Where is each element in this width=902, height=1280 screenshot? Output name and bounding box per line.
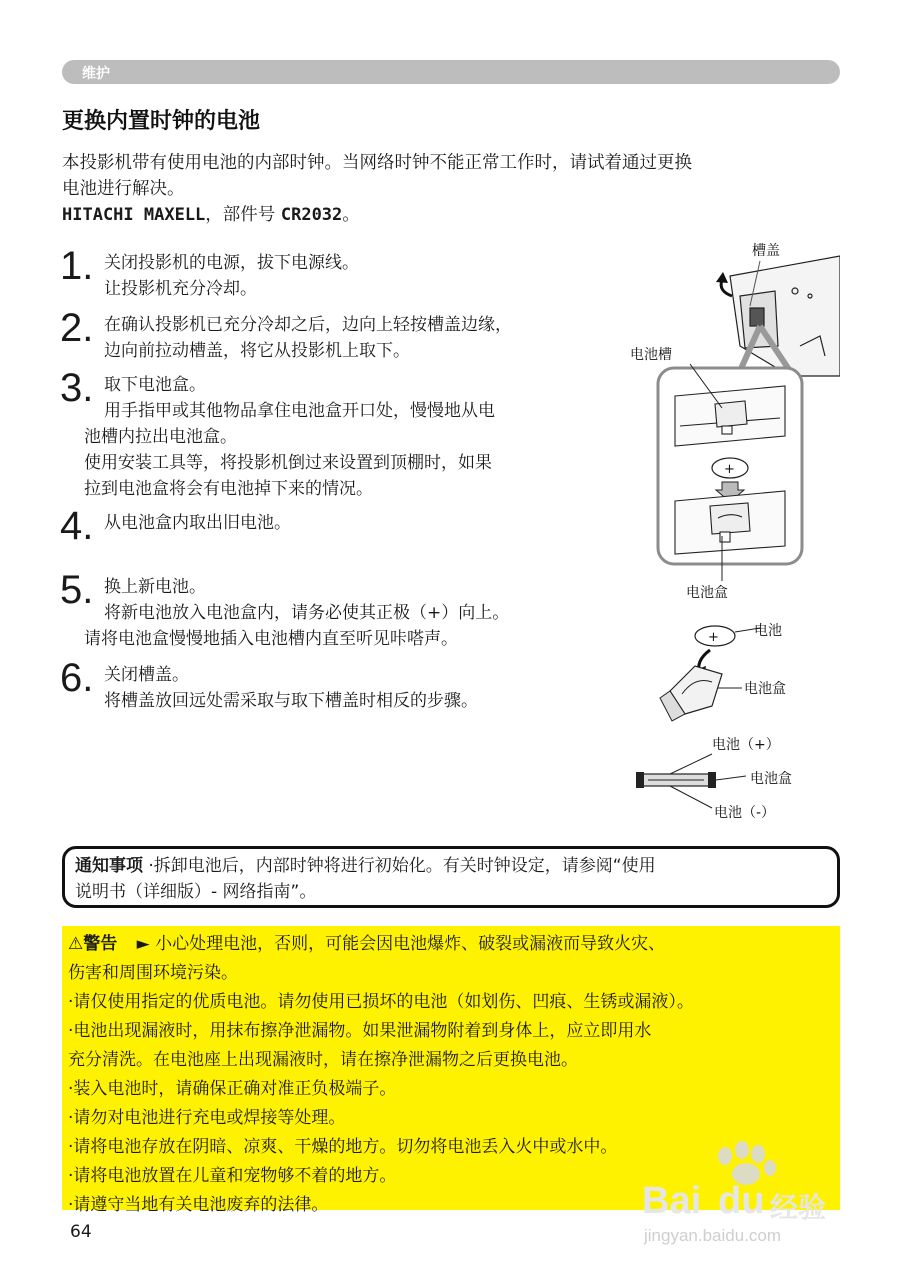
section-header-bar xyxy=(62,60,840,84)
label-battery-slot: 电池槽 xyxy=(630,347,672,363)
callout-line xyxy=(670,786,712,808)
step-line: 换上新电池。 xyxy=(104,577,206,597)
callout-line xyxy=(716,776,746,780)
figure-illustration xyxy=(600,236,840,816)
step-text xyxy=(104,662,624,714)
battery-holder-drawing xyxy=(675,491,785,554)
step-text xyxy=(104,312,624,364)
watermark-brand-2: du xyxy=(718,1180,765,1222)
warning-item: ·请勿对电池进行充电或焊接等处理。 xyxy=(68,1108,346,1128)
page-title: 更换内置时钟的电池 xyxy=(62,109,261,134)
step-line: 将新电池放入电池盒内，请务必使其正极（+）向上。 xyxy=(104,603,510,623)
plus-symbol: + xyxy=(708,630,719,645)
step-text xyxy=(104,510,624,536)
step-line: 请将电池盒慢慢地插入电池槽内直至听见咔嗒声。 xyxy=(84,629,458,649)
plus-symbol: + xyxy=(724,462,735,477)
warning-item: ·装入电池时，请确保正确对准正负极端子。 xyxy=(68,1079,397,1099)
notice-text: ·拆卸电池后，内部时钟将进行初始化。有关时钟设定，请参阅“使用 xyxy=(148,856,656,876)
page-number: 64 xyxy=(70,1222,92,1242)
step-line: 使用安装工具等，将投影机倒过来设置到顶棚时，如果 xyxy=(84,453,492,473)
notice-line-1 xyxy=(75,853,827,879)
step-line: 拉到电池盒将会有电池掉下来的情况。 xyxy=(84,479,373,499)
section-label: 维护 xyxy=(82,66,110,82)
step-line: 池槽内拉出电池盒。 xyxy=(84,427,237,447)
step-line: 在确认投影机已充分冷却之后，边向上轻按槽盖边缘， xyxy=(104,315,512,335)
step-line: 从电池盒内取出旧电池。 xyxy=(104,513,291,533)
intro-end: 。 xyxy=(342,205,360,225)
intro-line-1: 本投影机带有使用电池的内部时钟。当网络时钟不能正常工作时，请试着通过更换 xyxy=(62,153,692,173)
step-line: 关闭投影机的电源，拔下电源线。 xyxy=(104,253,359,273)
warning-lead-2: 伤害和周围环境污染。 xyxy=(68,963,238,983)
warning-title: ⚠警告 xyxy=(68,934,118,954)
step-line: 将槽盖放回远处需采取与取下槽盖时相反的步骤。 xyxy=(104,691,478,711)
battery-replacement-figure xyxy=(600,236,840,821)
warning-lead xyxy=(68,930,834,959)
warning-item: ·请仅使用指定的优质电池。请勿使用已损坏的电池（如划伤、凹痕、生锈或漏液）。 xyxy=(68,992,694,1012)
label-slot-cover: 槽盖 xyxy=(752,243,780,259)
step-number: 2. xyxy=(60,306,94,350)
warning-item: ·请遵守当地有关电池废弃的法律。 xyxy=(68,1195,329,1215)
label-battery-minus: 电池（-） xyxy=(714,805,776,821)
part-number: CR2032 xyxy=(280,205,343,225)
warning-item: 充分清洗。在电池座上出现漏液时，请在擦净泄漏物之后更换电池。 xyxy=(68,1050,578,1070)
label-battery-plus: 电池（+） xyxy=(712,737,780,753)
brand-name: HITACHI MAXELL xyxy=(62,205,206,225)
notice-box xyxy=(62,846,840,908)
step-text xyxy=(104,250,624,302)
notice-line-2: 说明书（详细版）- 网络指南”。 xyxy=(75,882,317,902)
part-label: ，部件号 xyxy=(205,205,281,225)
step-number: 3. xyxy=(60,366,94,410)
step-line: 用手指甲或其他物品拿住电池盒开口处，慢慢地从电 xyxy=(104,401,495,421)
label-battery-holder: 电池盒 xyxy=(686,585,728,601)
intro-line-3 xyxy=(62,202,842,228)
notice-title: 通知事项 xyxy=(75,856,143,876)
step-text xyxy=(84,372,624,502)
step-text xyxy=(84,574,624,652)
intro-line-2: 电池进行解决。 xyxy=(62,179,185,199)
step-number: 4. xyxy=(60,504,94,548)
label-battery: 电池 xyxy=(754,623,782,639)
watermark-url: jingyan.baidu.com xyxy=(644,1226,782,1245)
warning-item: ·电池出现漏液时，用抹布擦净泄漏物。如果泄漏物附着到身体上，应立即用水 xyxy=(68,1021,652,1041)
step-line: 让投影机充分冷却。 xyxy=(104,279,257,299)
watermark-brand: Bai xyxy=(642,1180,702,1222)
step-number: 1. xyxy=(60,244,94,288)
battery-insert-drawing xyxy=(660,626,735,721)
label-battery-holder-3: 电池盒 xyxy=(750,771,792,787)
warning-item: ·请将电池存放在阴暗、凉爽、干燥的地方。切勿将电池丢入火中或水中。 xyxy=(68,1137,618,1157)
callout-line xyxy=(670,754,712,774)
step-line: 关闭槽盖。 xyxy=(104,665,189,685)
warning-lead-text: ► 小心处理电池，否则，可能会因电池爆炸、破裂或漏液而导致火灾、 xyxy=(136,934,666,954)
step-number: 5. xyxy=(60,568,94,612)
watermark-cn: 经验 xyxy=(770,1192,827,1223)
label-battery-holder-2: 电池盒 xyxy=(744,681,786,697)
intro-paragraph xyxy=(62,150,842,228)
warning-item: ·请将电池放置在儿童和宠物够不着的地方。 xyxy=(68,1166,397,1186)
step-number: 6. xyxy=(60,656,94,700)
step-line: 取下电池盒。 xyxy=(104,375,206,395)
step-line: 边向前拉动槽盖，将它从投影机上取下。 xyxy=(104,341,410,361)
battery-slot-drawing xyxy=(675,386,785,446)
battery-side-view xyxy=(636,772,716,788)
baidu-watermark xyxy=(630,1140,850,1250)
